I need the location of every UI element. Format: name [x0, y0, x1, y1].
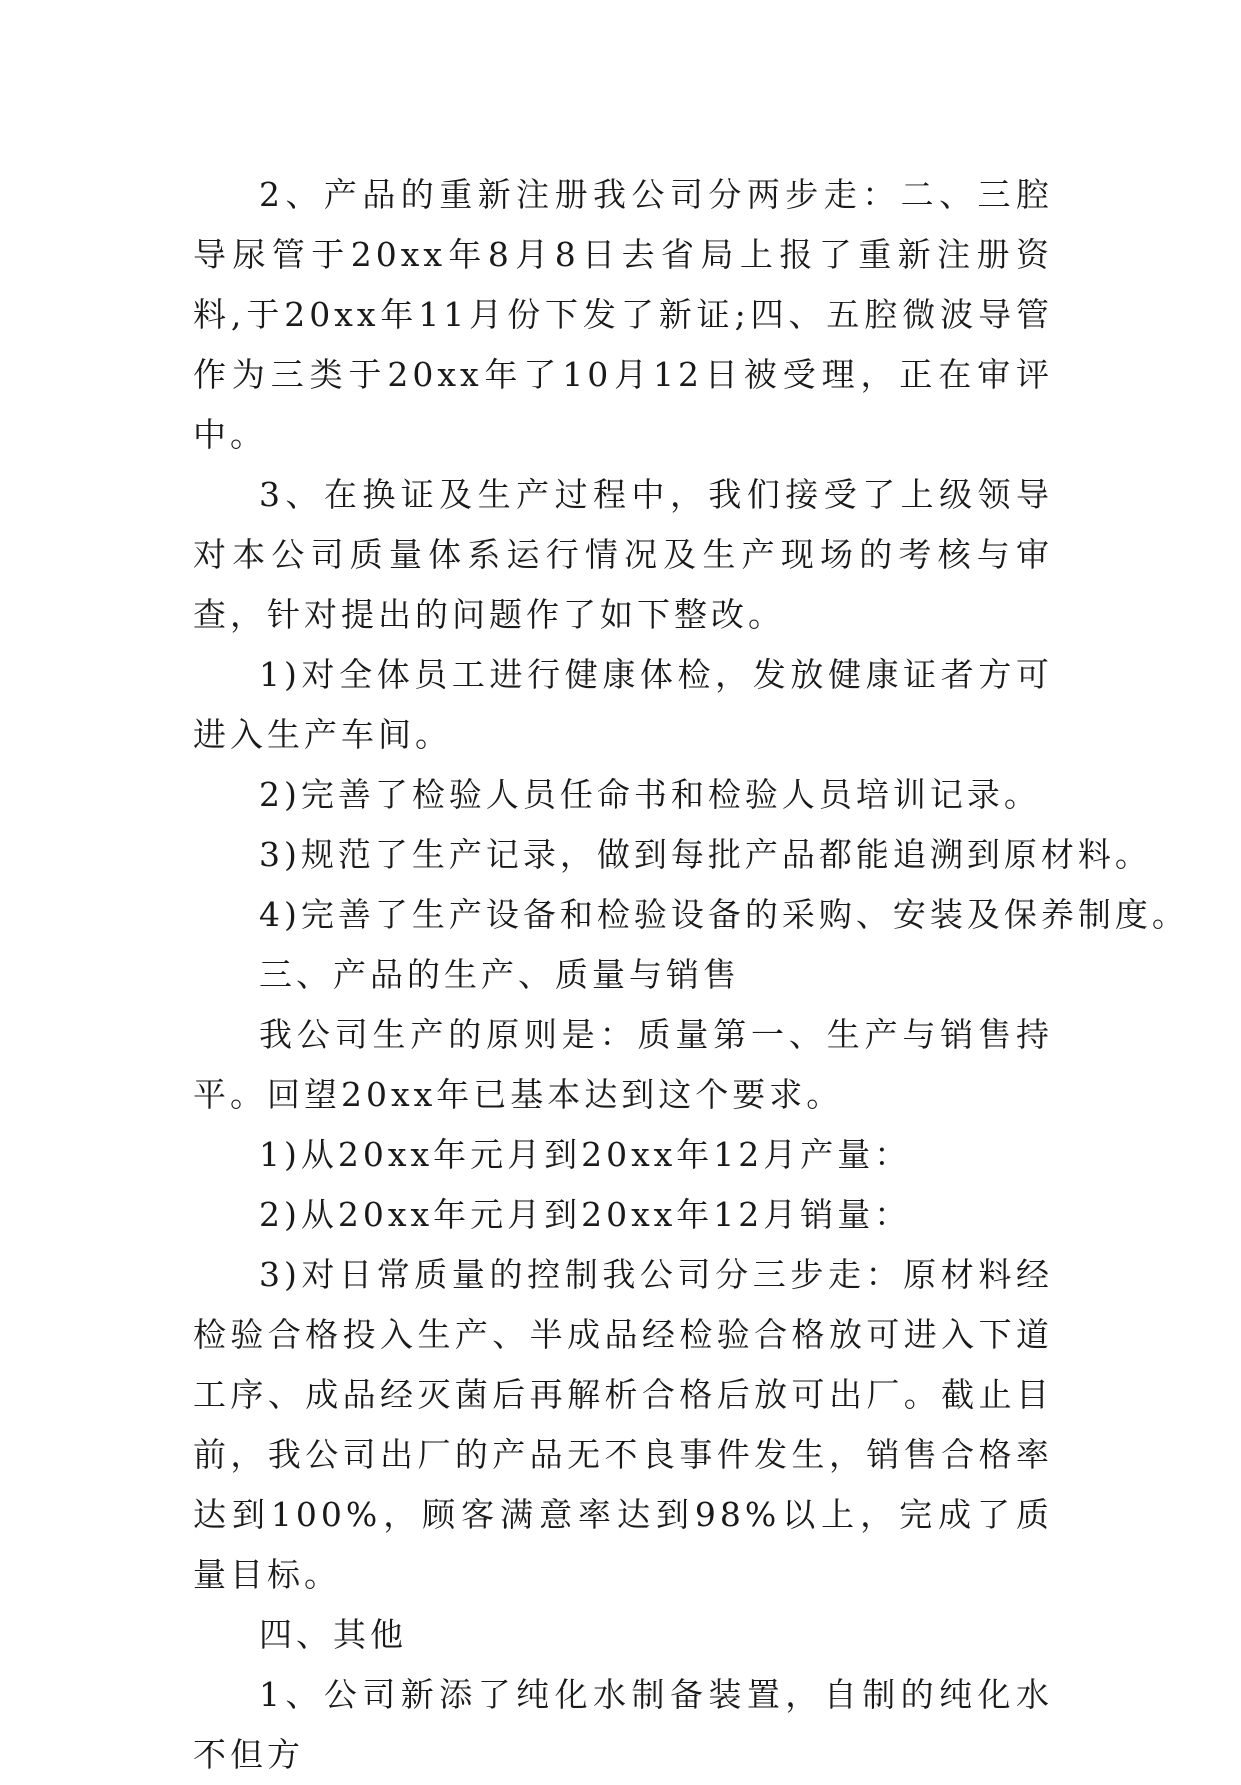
list-item-inspector-records: 2)完善了检验人员任命书和检验人员培训记录。 [259, 775, 1041, 814]
list-item-quality-control: 3)对日常质量的控制我公司分三步走：原材料经检验合格投入生产、半成品经检验合格放可进入下道工序、成品经灭菌后再解析合格后放可出厂。截止目前，我公司出厂的产品无不良事件发生，销售合格率达到100%，顾客满意率达到98%以上，完成了质量目标。 [193, 1255, 1053, 1594]
list-item-production-records: 3)规范了生产记录，做到每批产品都能追溯到原材料。 [259, 835, 1152, 874]
list-item-output: 1)从20xx年元月到20xx年12月产量： [259, 1135, 912, 1174]
paragraph-purified-water: 1、公司新添了纯化水制备装置，自制的纯化水不但方 [193, 1675, 1053, 1774]
list-item-equipment-system: 4)完善了生产设备和检验设备的采购、安装及保养制度。 [259, 895, 1189, 934]
section-heading-other: 四、其他 [259, 1615, 407, 1654]
document-body [193, 165, 1189, 1785]
paragraph-production-principle: 我公司生产的原则是：质量第一、生产与销售持平。回望20xx年已基本达到这个要求。 [193, 1015, 1053, 1114]
section-heading-production-quality-sales: 三、产品的生产、质量与销售 [259, 955, 740, 994]
paragraph-rectification-intro: 3、在换证及生产过程中，我们接受了上级领导对本公司质量体系运行情况及生产现场的考核与审查，针对提出的问题作了如下整改。 [193, 475, 1053, 634]
list-item-sales: 2)从20xx年元月到20xx年12月销量： [259, 1195, 912, 1234]
list-item-health-check: 1)对全体员工进行健康体检，发放健康证者方可进入生产车间。 [193, 655, 1053, 754]
paragraph-registration: 2、产品的重新注册我公司分两步走：二、三腔导尿管于20xx年8月8日去省局上报了重新注册资料,于20xx年11月份下发了新证;四、五腔微波导管作为三类于20xx年了10月12日被受理，正在审评中。 [193, 175, 1053, 454]
